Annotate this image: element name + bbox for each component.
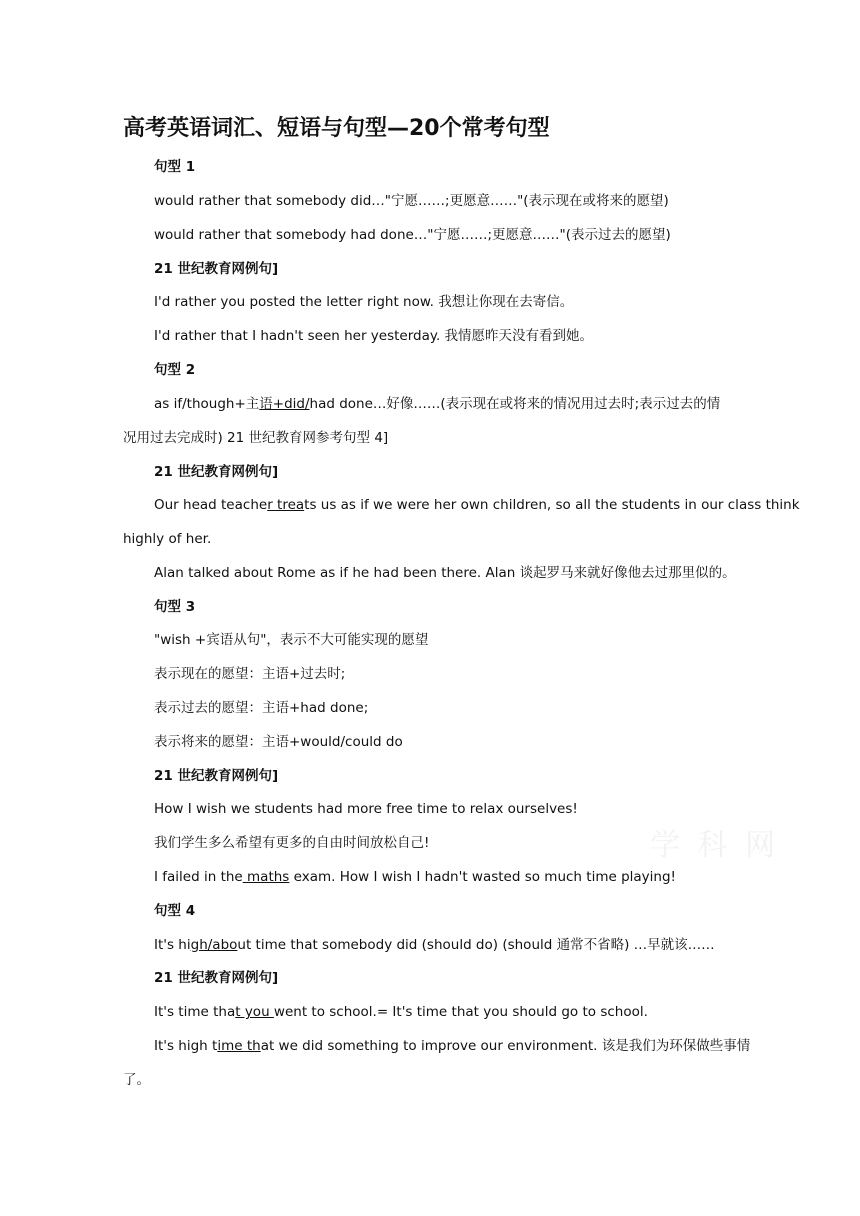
text-segment: had done…好像……(表示现在或将来的情况用过去时;表示过去的情 xyxy=(309,396,721,412)
pattern-4-example-2-continued: 了。 xyxy=(123,1072,150,1088)
text-segment: as if/though+主 xyxy=(154,396,260,412)
pattern-1-line-2: would rather that somebody had done…"宁愿……;更愿意……"(表示过去的愿望) xyxy=(154,227,671,243)
watermark: 学 科 网 xyxy=(650,828,780,863)
pattern-4-example-heading: 21 世纪教育网例句] xyxy=(154,970,279,986)
pattern-2-line-1-continued: 况用过去完成时) 21 世纪教育网参考句型 4] xyxy=(123,430,389,446)
pattern-4-example-1 xyxy=(154,1002,648,1022)
pattern-3-example-1: How I wish we students had more free time to relax ourselves! xyxy=(154,801,578,817)
pattern-2-example-1 xyxy=(154,495,800,515)
document-title: 高考英语词汇、短语与句型—20个常考句型 xyxy=(123,116,550,141)
pattern-1-line-1: would rather that somebody did…"宁愿……;更愿意……"(表示现在或将来的愿望) xyxy=(154,193,669,209)
pattern-3-line-2: 表示现在的愿望：主语+过去时; xyxy=(154,666,346,682)
text-segment: ut time that somebody did (should do) (should 通常不省略) …早就该…… xyxy=(237,937,715,953)
underlined-segment: 语+did/ xyxy=(259,396,310,412)
underlined-segment: gh/abo xyxy=(190,937,238,953)
pattern-4-heading: 句型 4 xyxy=(154,903,196,919)
text-segment: exam. How I wish I hadn't wasted so much time playing! xyxy=(289,869,676,885)
pattern-3-example-heading: 21 世纪教育网例句] xyxy=(154,768,279,784)
underlined-segment: ime th xyxy=(217,1038,261,1054)
pattern-3-line-4: 表示将来的愿望：主语+would/could do xyxy=(154,734,403,750)
underlined-segment: r trea xyxy=(267,497,305,513)
text-segment: It's hi xyxy=(154,937,191,953)
text-segment: Our head teache xyxy=(154,497,268,513)
pattern-3-heading: 句型 3 xyxy=(154,599,196,615)
pattern-2-line-1 xyxy=(154,394,720,414)
pattern-1-heading: 句型 1 xyxy=(154,159,196,175)
pattern-2-example-1-continued: highly of her. xyxy=(123,531,212,547)
pattern-2-example-heading: 21 世纪教育网例句] xyxy=(154,464,279,480)
underlined-segment: maths xyxy=(242,869,290,885)
pattern-3-line-1: "wish +宾语从句"，表示不大可能实现的愿望 xyxy=(154,632,429,648)
pattern-2-heading: 句型 2 xyxy=(154,362,196,378)
text-segment: It's time tha xyxy=(154,1004,236,1020)
text-segment: ts us as if we were her own children, so all the students in our class think xyxy=(304,497,800,513)
underlined-segment: t you xyxy=(235,1004,274,1020)
text-segment: went to school.= It's time that you should go to school. xyxy=(273,1004,648,1020)
text-segment: I failed in the xyxy=(154,869,243,885)
text-segment: It's high t xyxy=(154,1038,218,1054)
pattern-1-example-heading: 21 世纪教育网例句] xyxy=(154,261,279,277)
pattern-3-line-3: 表示过去的愿望：主语+had done; xyxy=(154,700,369,716)
pattern-2-example-2: Alan talked about Rome as if he had been there. Alan 谈起罗马来就好像他去过那里似的。 xyxy=(154,565,736,581)
text-segment: at we did something to improve our environment. 该是我们为环保做些事情 xyxy=(260,1038,751,1054)
pattern-1-example-1: I'd rather you posted the letter right now. 我想让你现在去寄信。 xyxy=(154,294,574,310)
pattern-3-example-3 xyxy=(154,867,676,887)
pattern-4-example-2 xyxy=(154,1036,750,1056)
pattern-3-example-2: 我们学生多么希望有更多的自由时间放松自己! xyxy=(154,835,430,851)
pattern-1-example-2: I'd rather that I hadn't seen her yesterday. 我情愿昨天没有看到她。 xyxy=(154,328,594,344)
pattern-4-line-1 xyxy=(154,935,715,955)
